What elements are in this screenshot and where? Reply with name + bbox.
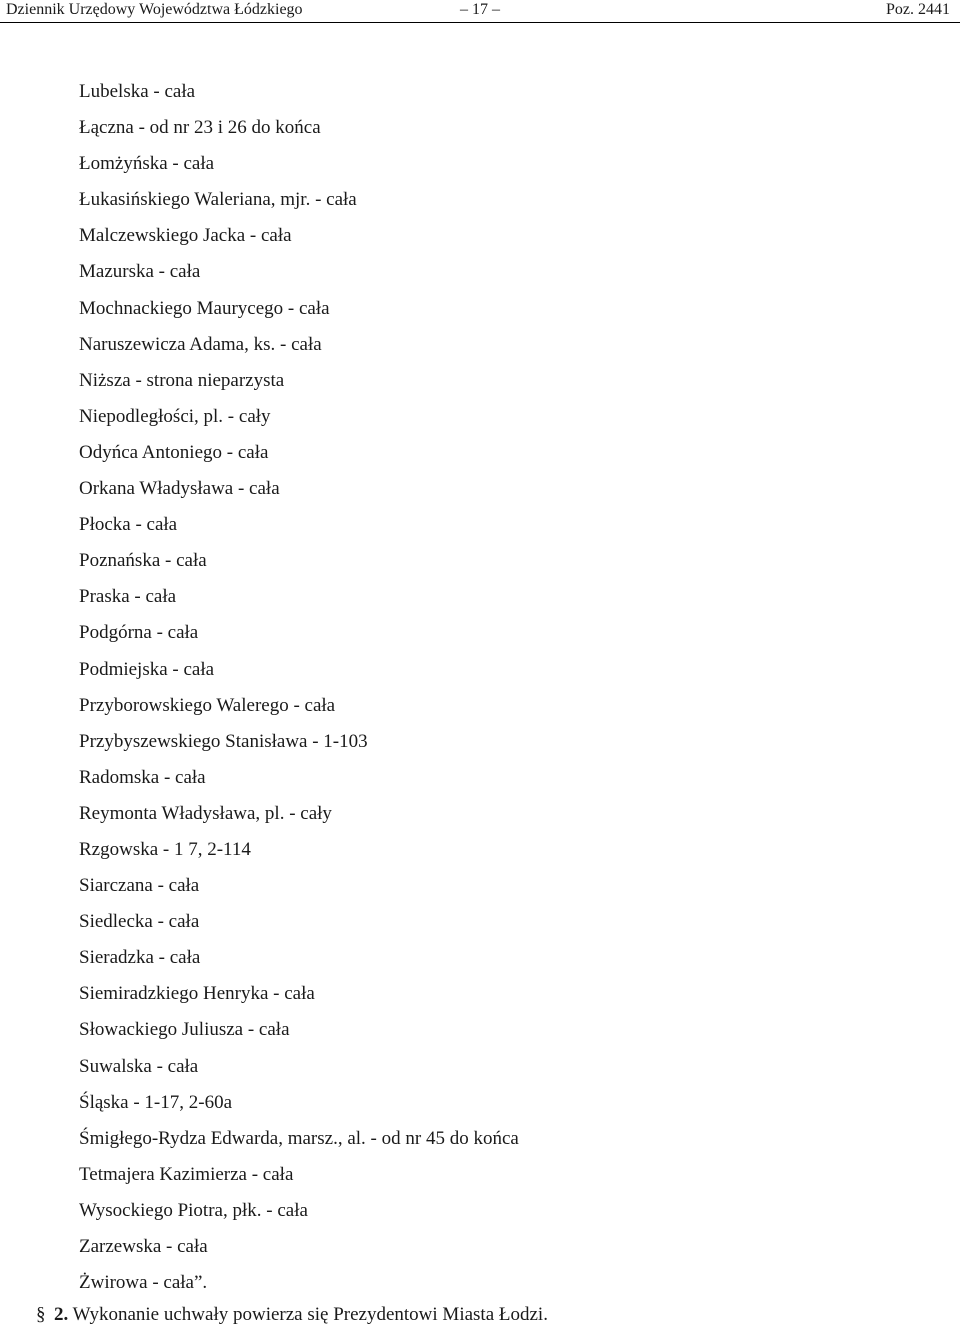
list-item: Siarczana - cała <box>79 875 200 897</box>
list-item: Niepodległości, pl. - cały <box>79 405 271 427</box>
list-item: Przybyszewskiego Stanisława - 1-103 <box>79 730 368 752</box>
section-number: 2. <box>54 1304 69 1325</box>
section-symbol: § <box>36 1304 46 1325</box>
list-item: Łączna - od nr 23 i 26 do końca <box>79 117 321 139</box>
section-text: Wykonanie uchwały powierza się Prezydentowi Miasta Łodzi. <box>72 1304 548 1325</box>
list-item: Płocka - cała <box>79 514 178 536</box>
section-2-paragraph <box>36 1301 548 1329</box>
list-item: Podgórna - cała <box>79 622 199 644</box>
list-item: Przyborowskiego Walerego - cała <box>79 694 336 716</box>
list-item: Żwirowa - cała”. <box>79 1272 208 1294</box>
list-item: Orkana Władysława - cała <box>79 478 280 500</box>
list-item: Malczewskiego Jacka - cała <box>79 225 292 247</box>
list-item: Śląska - 1-17, 2-60a <box>79 1091 233 1113</box>
list-item: Zarzewska - cała <box>79 1236 208 1257</box>
list-item: Reymonta Władysława, pl. - cały <box>79 802 332 824</box>
position-number: Poz. 2441 <box>886 1 950 18</box>
list-item: Łomżyńska - cała <box>79 153 215 175</box>
page-number: – 17 – <box>460 1 500 18</box>
street-list <box>79 74 519 1301</box>
list-item: Suwalska - cała <box>79 1055 199 1077</box>
list-item: Lubelska - cała <box>79 81 196 102</box>
list-item: Podmiejska - cała <box>79 658 215 680</box>
list-item: Naruszewicza Adama, ks. - cała <box>79 333 322 355</box>
list-item: Siedlecka - cała <box>79 911 200 933</box>
list-item: Śmigłego-Rydza Edwarda, marsz., al. - od nr 45 do końca <box>79 1127 519 1149</box>
list-item: Mochnackiego Maurycego - cała <box>79 297 330 319</box>
list-item: Słowackiego Juliusza - cała <box>79 1019 290 1041</box>
journal-title: Dziennik Urzędowy Województwa Łódzkiego <box>6 1 303 18</box>
list-item: Tetmajera Kazimierza - cała <box>79 1163 294 1185</box>
page-header <box>0 0 960 22</box>
list-item: Siemiradzkiego Henryka - cała <box>79 983 315 1005</box>
list-item: Sieradzka - cała <box>79 947 201 969</box>
list-item: Praska - cała <box>79 586 177 608</box>
list-item: Łukasińskiego Waleriana, mjr. - cała <box>79 189 357 211</box>
header-divider <box>0 22 960 23</box>
list-item: Wysockiego Piotra, płk. - cała <box>79 1199 308 1221</box>
list-item: Niższa - strona nieparzysta <box>79 369 285 391</box>
list-item: Rzgowska - 1 7, 2-114 <box>79 838 251 860</box>
list-item: Odyńca Antoniego - cała <box>79 441 269 463</box>
list-item: Poznańska - cała <box>79 550 207 572</box>
list-item: Mazurska - cała <box>79 261 201 283</box>
list-item: Radomska - cała <box>79 766 206 788</box>
